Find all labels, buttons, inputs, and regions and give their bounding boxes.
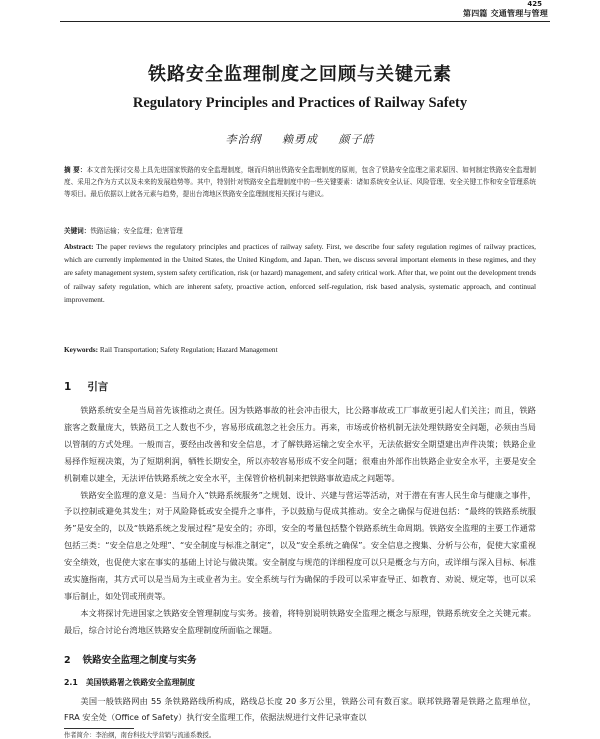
section-title: 引言 bbox=[87, 381, 109, 393]
subsection-title: 美国铁路署之铁路安全监理制度 bbox=[85, 678, 195, 687]
author-name: 赖勇成 bbox=[282, 133, 318, 146]
header-rule bbox=[60, 21, 550, 22]
body-paragraph: 铁路系统安全是当局首先该推动之责任。因为铁路事故的社会冲击很大，比公路事故或工厂事故更引起人们关注；而且，铁路旅客之数量庞大，铁路员工之人数也不少，容易形成疏忽之社会压力。再来，市场或价格机制无法处理铁路安全问题，必须由当局以管制的方式处理。一般而言，要经由改善和安全信息，才了解铁路运输之安全水平，无法依据安全期望建出声件决策；铁路企业易择作短视决策，为了短期利润，牺牲长期安全，所以亦较容易形成不安全问题；很难由外部作出铁路企业安全水平，主要是安全机制难以建全，无法评估铁路系统之安全水平，主保管价格机制来把铁路事故造成之问题等。 bbox=[64, 405, 536, 483]
subsection-number: 2.1 bbox=[64, 678, 78, 687]
abstract-zh-label: 摘 要： bbox=[64, 166, 87, 174]
keywords-en-text: Rail Transportation; Safety Regulation; Hazard Management bbox=[99, 345, 278, 354]
body-paragraph: 本文将探讨先进国家之铁路安全管理制度与实务。接着，将特别说明铁路安全监理之概念与原理，铁路系统安全之关键元素。最后，综合讨论台湾地区铁路安全监理制度所面临之课题。 bbox=[64, 607, 536, 635]
keywords-zh-label: 关键词： bbox=[64, 227, 91, 235]
section-1-heading bbox=[64, 379, 108, 394]
keywords-english bbox=[64, 345, 536, 354]
body-paragraph: 美国一般铁路网由 55 条铁路路线所构成，路线总长度 20 多万公里，铁路公司有数百家。联邦铁路署是铁路之监理单位，FRA 安全处（Office of Safety）执行安全监理工作，依据法规进行文件记录审查以 bbox=[64, 696, 536, 722]
running-header: 第四篇 交通管理与管理 bbox=[463, 9, 548, 18]
author-name: 颜子皓 bbox=[338, 133, 375, 146]
author-name: 李治纲 bbox=[225, 133, 262, 146]
section-1-body bbox=[64, 402, 536, 639]
abstract-chinese bbox=[64, 164, 536, 201]
section-number: 2 bbox=[64, 655, 71, 666]
keywords-en-label: Keywords: bbox=[64, 345, 99, 354]
subsection-2-1-body bbox=[64, 693, 536, 725]
title-chinese: 铁路安全监理制度之回顾与关键元素 bbox=[148, 64, 452, 85]
section-title: 铁路安全监理之制度与实务 bbox=[82, 655, 197, 666]
section-2-heading bbox=[64, 652, 197, 666]
page-number: 425 bbox=[527, 0, 542, 8]
keywords-zh-text: 铁路运输；安全监理；危害管理 bbox=[90, 227, 183, 235]
keywords-chinese bbox=[64, 225, 536, 235]
abstract-en-label: Abstract: bbox=[64, 242, 94, 251]
section-number: 1 bbox=[64, 381, 72, 393]
title-english: Regulatory Principles and Practices of Railway Safety bbox=[132, 95, 468, 111]
abstract-en-text: The paper reviews the regulatory principles and practices of railway safety. First, we describe four safety regulation regimes of railway practices, which are currently implemented in the United States, the United Kingdom, and Japan. Then, we discuss several important elements in these regimes, and they are safety management system, system safety certification, risk (or hazard) management, and safety critical work. After that, we point out the development trends of railway safety regulation, which are inherent safety, proactive action, enforced self-regulation, risk based analysis, systematic approach, and continual improvement. bbox=[64, 242, 536, 304]
footnote-rule bbox=[64, 728, 134, 729]
subsection-2-1-heading bbox=[64, 677, 195, 688]
abstract-zh-text: 本文首先探讨交易上具先进国家铁路的安全监理制度，继而归纳出铁路安全监理制度的原则，包含了铁路安全监理之需求原因、如何制定铁路安全监理制度、采用之作为方式以及未来的发展趋势等。其中，特别针对铁路安全监理制度中的一些关键要素：诸如系统安全认证、风险管理、安全关键工作和安全管理系统等项目。最后依据以上就各元素与趋势，提出台湾地区铁路安全监理制度相关探讨与建议。 bbox=[64, 166, 537, 199]
author-footnote: 作者简介：李治纲，南台科技大学营销与流通系教授。 bbox=[64, 732, 216, 739]
body-paragraph: 铁路安全监理的意义是：当局介入“铁路系统服务”之规划、设计、兴建与营运等活动，对于潜在有害人民生命与健康之事件，予以控制或避免其发生；对于风险降低或安全提升之事件，予以鼓励与促成其推动。安全之确保与促进包括：“最终的铁路系统服务”是安全的，以及“铁路系统之发展过程”是安全的；亦即，安全的考量包括整个铁路系统生命周期。铁路安全监理的主要工作通常包括三类：“安全信息之处理”、“安全制度与标准之制定”，以及“安全系统之确保”。安全信息之搜集、分析与公布，促使大家重视安全绩效，也促使大家在事实的基础上讨论与做决策。安全制度与规范的详细程度可以只是概念与方向，或详细与深入目标、标准或实施指南，其方式可以是当局为主或业者为主。安全系统与行为确保的手段可以采审查导正、如教育、劝说、规定等，也可以采事后制止，如处罚或刑责等。 bbox=[64, 489, 536, 601]
abstract-english bbox=[64, 240, 536, 306]
author-list bbox=[0, 131, 600, 147]
